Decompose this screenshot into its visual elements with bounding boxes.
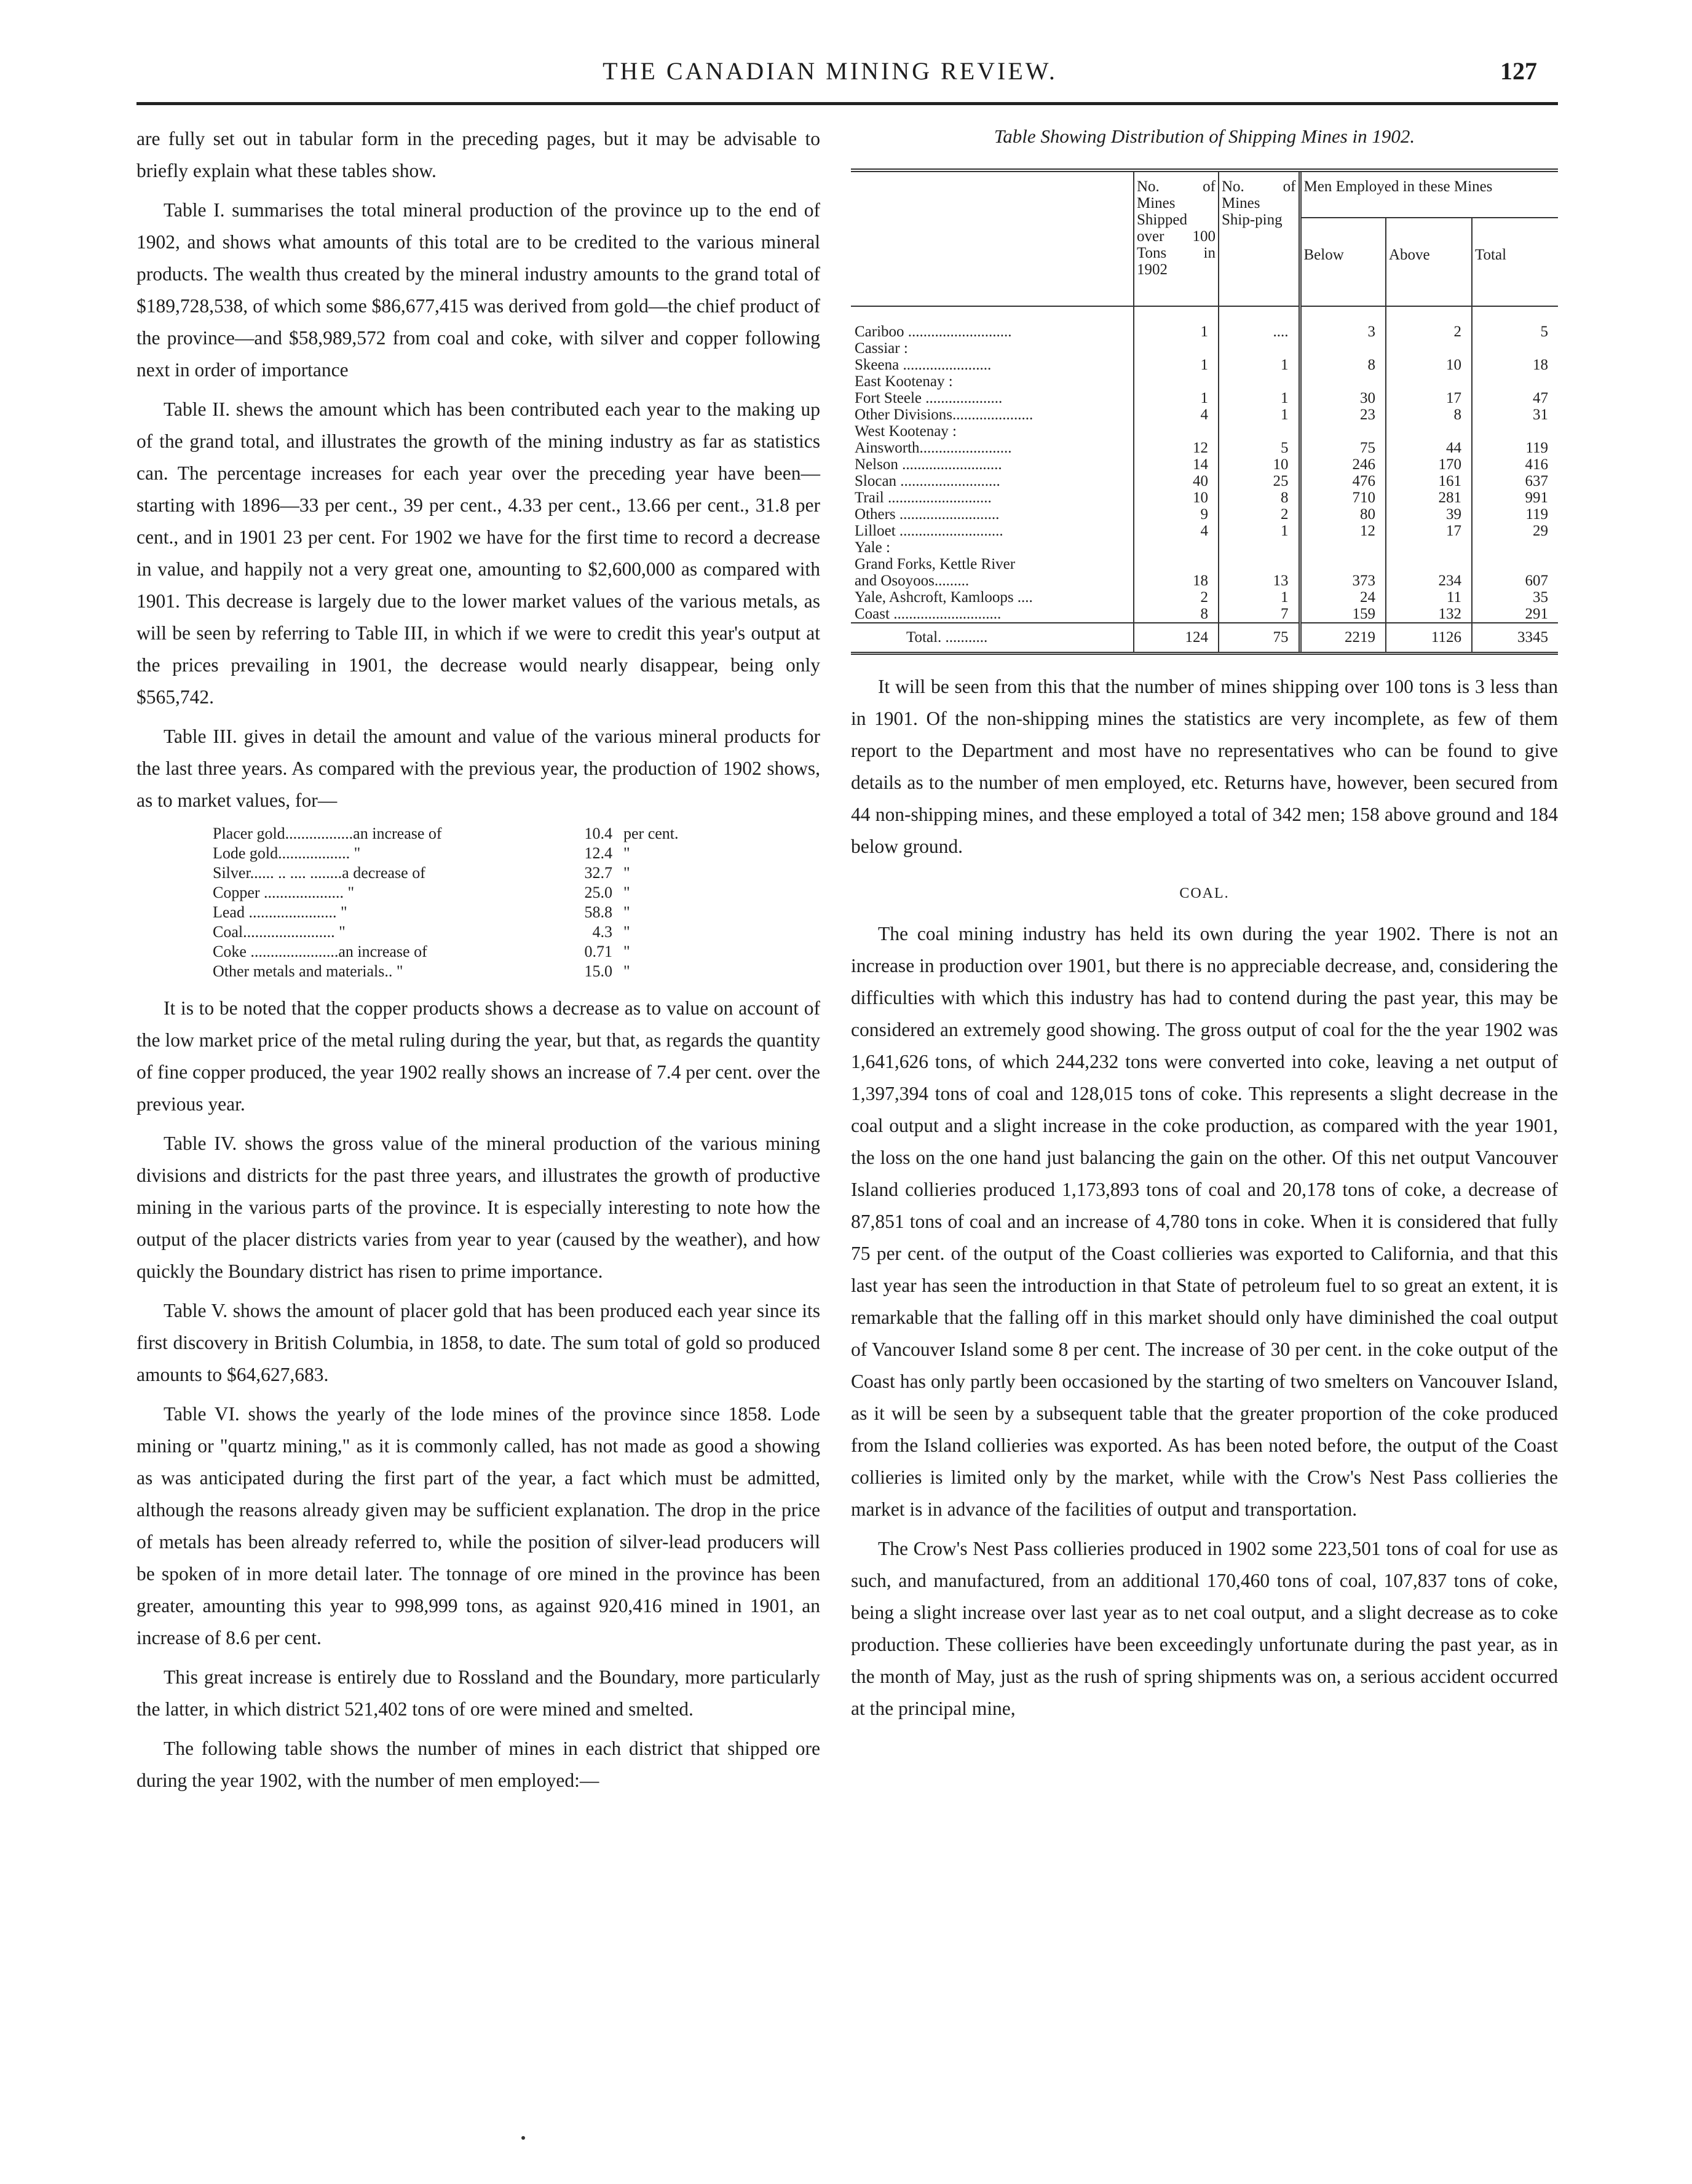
paragraph: The following table shows the number of mines in each district that shipped ore during the year 1902, with the number of men employed:— <box>136 1738 820 1791</box>
table-row <box>851 340 1558 357</box>
item-percent: 12.4 <box>584 844 612 862</box>
item-unit: per cent. <box>623 825 679 842</box>
table-row: Fort Steele .................... 1 1 30 17 47 <box>851 390 1558 406</box>
paragraph: Table IV. shows the gross value of the mineral production of the various mining divisions and districts for the past three years, and illustrates the growth of productive mining in the various parts of the province. It is especially interesting to note how the output of the placer districts varies from year to year (caused by the weather), and how quickly the Boundary district has risen to prime importance. <box>136 1133 820 1282</box>
district-cell: Cassiar : <box>855 339 908 357</box>
table-row: Lilloet ........................... 4 1 12 17 29 <box>851 523 1558 539</box>
right-column <box>851 123 1558 1732</box>
item-name: Silver...... .. .... ........a decrease of <box>213 864 425 882</box>
table-row: Ainsworth........................ 12 5 75 44 119 <box>851 440 1558 456</box>
list-item <box>213 962 820 981</box>
men-employed-header: Men Employed in these Mines <box>1300 170 1558 218</box>
district-cell: East Kootenay : <box>855 373 953 390</box>
shipping-mines-table <box>851 168 1558 655</box>
item-unit: " <box>623 962 630 980</box>
table-row: Cariboo ........................... 1 .... 3 2 5 <box>851 323 1558 340</box>
paragraph: Table VI. shows the yearly of the lode mines of the province since 1858. Lode mining or "quartz mining," as it is commonly called, has not made as good a showing as was anticipated during the first part of the year, a fact which must be admitted, although the reasons already given may be sufficient explanation. The drop in the price of metals has been already referred to, while the position of silver-lead producers will be spoken of in more detail later. The tonnage of ore mined in the province has been greater, amounting this year to 998,999 tons, as against 920,416 mined in 1901, an increase of 8.6 per cent. <box>136 1403 820 1648</box>
paragraph: Table I. summarises the total mineral production of the province up to the end of 1902, and shows what amounts of this total are to be credited to the various mineral products. The wealth thus created by the mineral industry amounts to the grand total of $189,728,538, of which some $86,677,415 was derived from gold—the chief product of the province—and $58,989,572 from coal and coke, with silver and copper following next in order of importance <box>136 199 820 381</box>
district-cell: Trail ........................... <box>855 489 992 506</box>
paragraph: This great increase is entirely due to Rossland and the Boundary, more particularly the latter, in which district 521,402 tons of ore were mined and smelted. <box>136 1666 820 1720</box>
item-percent: 25.0 <box>584 884 612 901</box>
district-cell: West Kootenay : <box>855 422 957 440</box>
table-total-row: Total. ........... 124 75 2219 1126 3345 <box>851 623 1558 654</box>
item-unit: " <box>623 943 630 960</box>
paragraph: The coal mining industry has held its own during the year 1902. There is not an increase in production over 1901, but there is no appreciable decrease, and, considering the difficulties with which this industry has had to contend during the past year, this may be considered an extremely good showing. The gross output of coal for the the year 1902 was 1,641,626 tons, of which 244,232 tons were converted into coke, leaving a net output of 1,397,394 tons of coal and 128,015 tons of coke. This represents a slight decrease in the coal output and a slight increase in the coke production, as compared with the year 1901, the loss on the one hand just balancing the gain on the other. Of this net output Vancouver Island collieries produced 1,173,893 tons of coal and 20,178 tons of coke, a decrease of 87,851 tons of coal and an increase of 4,780 tons in coke. When it is considered that fully 75 per cent. of the output of the Coast collieries was exported to California, and that this last year has seen the introduction in that State of petroleum fuel to so great an extent, it is remarkable that the falling off in this market should only have diminished the coal output of Vancouver Island some 8 per cent. The increase of 30 per cent. in the coke output of the Coast has only partly been occasioned by the starting of two smelters on Vancouver Island, as it will be seen by a subsequent table that the greater proportion of the coke produced from the Island collieries was exported. As has been noted before, the output of the Coast collieries is limited only by the market, while with the Crow's Nest Pass collieries the market is in advance of the facilities of output and transportation. <box>851 923 1558 1520</box>
page-mark <box>521 2136 525 2140</box>
table-caption: Table Showing Distribution of Shipping Mines in 1902. <box>994 125 1415 147</box>
above-header: Above <box>1386 218 1472 284</box>
table-row <box>851 423 1558 440</box>
item-name: Coal....................... " <box>213 923 346 941</box>
table-row: Coast ............................ 8 7 159 132 291 <box>851 606 1558 623</box>
table-row <box>851 373 1558 390</box>
table-row: and Osoyoos......... 18 13 373 234 607 <box>851 572 1558 589</box>
item-name: Lead ...................... " <box>213 903 347 921</box>
left-column <box>136 123 820 1804</box>
item-unit: " <box>623 923 630 941</box>
district-cell: Yale, Ashcroft, Kamloops .... <box>855 588 1033 606</box>
district-cell: Lilloet ........................... <box>855 522 1003 539</box>
item-name: Copper .................... " <box>213 884 355 901</box>
item-percent: 10.4 <box>584 825 612 842</box>
district-cell: Skeena ....................... <box>855 356 992 373</box>
total-header: Total <box>1472 218 1558 284</box>
list-item <box>213 863 820 883</box>
item-percent: 15.0 <box>584 962 612 980</box>
item-percent: 58.8 <box>584 903 612 921</box>
section-heading-coal: COAL. <box>1179 885 1230 901</box>
item-unit: " <box>623 884 630 901</box>
table-row: Other Divisions..................... 4 1 23 8 31 <box>851 406 1558 423</box>
table-row <box>851 556 1558 572</box>
item-name: Placer gold.................an increase of <box>213 825 442 842</box>
running-header-title: THE CANADIAN MINING REVIEW. <box>603 57 1058 85</box>
table-row <box>851 539 1558 556</box>
item-unit: " <box>623 903 630 921</box>
percentage-changes-list <box>213 824 820 981</box>
district-cell: Coast ............................ <box>855 605 1002 622</box>
table-row: Slocan .......................... 40 25 476 161 637 <box>851 473 1558 489</box>
district-cell: Others .......................... <box>855 505 1000 523</box>
list-item <box>213 942 820 962</box>
item-percent: 4.3 <box>592 923 612 941</box>
list-item <box>213 844 820 863</box>
page-number: 127 <box>1500 57 1537 85</box>
paragraph: Table V. shows the amount of placer gold that has been produced each year since its first discovery in British Columbia, in 1858, to date. The sum total of gold so produced amounts to $64,627,683. <box>136 1300 820 1385</box>
district-cell: Fort Steele .................... <box>855 389 1003 406</box>
list-item <box>213 824 820 844</box>
item-name: Lode gold.................. " <box>213 844 361 862</box>
item-percent: 32.7 <box>584 864 612 882</box>
district-cell: Other Divisions..................... <box>855 406 1034 423</box>
item-unit: " <box>623 844 630 862</box>
item-name: Coke ......................an increase of <box>213 943 427 960</box>
district-cell: Cariboo ........................... <box>855 323 1012 340</box>
table-row: Trail ........................... 10 8 710 281 991 <box>851 489 1558 506</box>
paragraph: are fully set out in tabular form in the preceding pages, but it may be advisable to briefly explain what these tables show. <box>136 128 820 181</box>
paragraph: Table III. gives in detail the amount and value of the various mineral products for the last three years. As compared with the previous year, the production of 1902 shows, as to market values, for— <box>136 726 820 811</box>
district-cell: and Osoyoos......... <box>855 572 970 589</box>
table-header-row <box>851 170 1558 218</box>
district-cell: Slocan .......................... <box>855 472 1000 489</box>
district-cell: Nelson .......................... <box>855 456 1002 473</box>
item-percent: 0.71 <box>584 943 612 960</box>
shipped-over-100-header: No. of Mines Shipped over 100 Tons in 1902 <box>1134 170 1219 284</box>
item-unit: " <box>623 864 630 882</box>
paragraph: The Crow's Nest Pass collieries produced in 1902 some 223,501 tons of coal for use as such, and manufactured, from an additional 170,460 tons of coal, 107,837 tons of coke, being a slight increase over last year as to net coal output, and a slight decrease as to coke production. These collieries have been exceedingly unfortunate during the past year, as in the month of May, just as the rush of spring shipments was on, a serious accident occurred at the principal mine, <box>851 1538 1558 1719</box>
table-row: Nelson .......................... 14 10 246 170 416 <box>851 456 1558 473</box>
table-row: Others .......................... 9 2 80 39 119 <box>851 506 1558 523</box>
below-header: Below <box>1300 218 1386 284</box>
district-cell: Grand Forks, Kettle River <box>855 555 1016 572</box>
header-rule <box>136 102 1558 105</box>
list-item <box>213 883 820 903</box>
shipping-header: No. of Mines Ship-ping <box>1219 170 1300 284</box>
total-label: Total. ........... <box>851 623 1134 654</box>
paragraph: It is to be noted that the copper products shows a decrease as to value on account of the low market price of the metal ruling during the year, but that, as regards the quantity of fine copper produced, the year 1902 really shows an increase of 7.4 per cent. over the previous year. <box>136 997 820 1115</box>
list-item <box>213 922 820 942</box>
table-row: Skeena ....................... 1 1 8 10 18 <box>851 357 1558 373</box>
list-item <box>213 903 820 922</box>
paragraph: It will be seen from this that the number of mines shipping over 100 tons is 3 less than in 1901. Of the non-shipping mines the statistics are very incomplete, as few of them report to the Department and most have no representatives who can be found to give details as to the number of men employed, etc. Returns have, however, been secured from 44 non-shipping mines, and these employed a total of 342 men; 158 above ground and 184 below ground. <box>851 676 1558 857</box>
district-cell: Yale : <box>855 539 890 556</box>
item-name: Other metals and materials.. " <box>213 962 403 980</box>
district-cell: Ainsworth........................ <box>855 439 1012 456</box>
paragraph: Table II. shews the amount which has been contributed each year to the making up of the grand total, and illustrates the growth of the mining industry as far as statistics can. The percentage increases for each year over the preceding year have been—starting with 1896—33 per cent., 39 per cent., 4.33 per cent., 13.66 per cent., 31.8 per cent., and in 1901 23 per cent. For 1902 we have for the first time to record a decrease in value, and happily not a very great one, amounting to $2,600,000 as compared with 1901. This decrease is largely due to the lower market values of the various metals, as will be seen by referring to Table III, in which if we were to credit this year's output at the prices prevailing in 1901, the decrease would nearly disappear, being only $565,742. <box>136 398 820 708</box>
district-header <box>851 170 1134 218</box>
table-row: Yale, Ashcroft, Kamloops .... 2 1 24 11 35 <box>851 589 1558 606</box>
